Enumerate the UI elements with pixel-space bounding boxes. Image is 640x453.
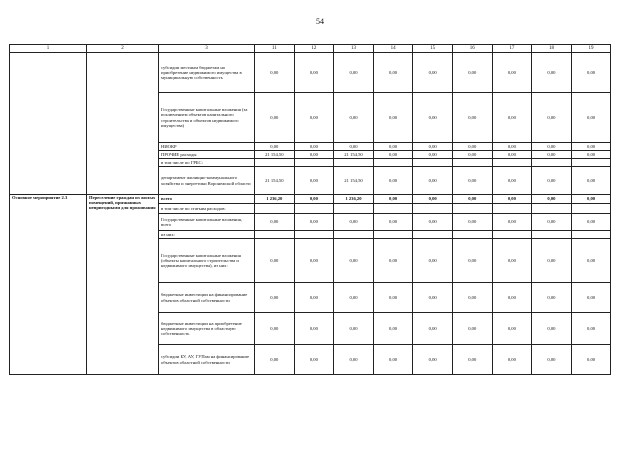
value-cell: 0,00 xyxy=(452,283,492,313)
value-cell: 0,00 xyxy=(413,151,453,159)
value-cell: 0,00 xyxy=(255,143,295,151)
column-header: 11 xyxy=(255,45,295,53)
budget-table-body xyxy=(10,45,611,375)
value-cell: 0,00 xyxy=(373,214,413,231)
value-cell: 0,00 xyxy=(334,93,374,143)
value-cell: 0,00 xyxy=(413,53,453,93)
value-cell: 0,00 xyxy=(532,214,572,231)
value-cell: 0,00 xyxy=(492,195,532,204)
value-cell: 0,00 xyxy=(571,151,611,159)
value-cell: 0,00 xyxy=(255,239,295,283)
value-cell: 0,00 xyxy=(255,345,295,375)
value-cell xyxy=(373,231,413,239)
value-cell: 0,00 xyxy=(294,345,334,375)
value-cell: 0,00 xyxy=(334,239,374,283)
value-cell: 0,00 xyxy=(413,239,453,283)
value-cell: 0,00 xyxy=(373,313,413,345)
page-number: 54 xyxy=(316,17,324,26)
value-cell: 0,00 xyxy=(294,151,334,159)
column-header: 3 xyxy=(159,45,255,53)
value-cell: 21 154,50 xyxy=(334,167,374,195)
column-header: 14 xyxy=(373,45,413,53)
row-label: бюджетные инвестиции на финансирование объектов областной собственности xyxy=(159,283,255,313)
value-cell: 0,00 xyxy=(492,167,532,195)
value-cell: 0,00 xyxy=(452,151,492,159)
value-cell xyxy=(492,204,532,214)
value-cell: 0,00 xyxy=(294,167,334,195)
value-cell: 0,00 xyxy=(373,283,413,313)
value-cell: 0,00 xyxy=(334,143,374,151)
column-header: 2 xyxy=(87,45,159,53)
value-cell: 0,00 xyxy=(413,167,453,195)
value-cell: 0,00 xyxy=(571,143,611,151)
column-header: 13 xyxy=(334,45,374,53)
value-cell: 0,00 xyxy=(452,195,492,204)
value-cell: 0,00 xyxy=(334,345,374,375)
value-cell xyxy=(452,231,492,239)
value-cell xyxy=(532,231,572,239)
value-cell: 0,00 xyxy=(413,283,453,313)
value-cell xyxy=(255,159,295,167)
value-cell xyxy=(532,159,572,167)
value-cell xyxy=(294,204,334,214)
value-cell: 0,00 xyxy=(294,143,334,151)
value-cell: 0,00 xyxy=(571,239,611,283)
value-cell: 21 154,50 xyxy=(255,167,295,195)
value-cell: 0,00 xyxy=(571,167,611,195)
value-cell: 0,00 xyxy=(492,313,532,345)
row-label: в том числе по ГРБС: xyxy=(159,159,255,167)
value-cell: 0,00 xyxy=(492,53,532,93)
name-cell-empty xyxy=(87,53,159,195)
value-cell xyxy=(452,159,492,167)
value-cell: 0,00 xyxy=(255,93,295,143)
value-cell xyxy=(571,231,611,239)
value-cell: 0,00 xyxy=(373,143,413,151)
value-cell xyxy=(532,204,572,214)
value-cell: 0,00 xyxy=(532,167,572,195)
row-label: Государственные капитальные вложения, всего xyxy=(159,214,255,231)
value-cell: 0,00 xyxy=(492,239,532,283)
column-header: 16 xyxy=(452,45,492,53)
program-name: Переселение граждан из жилых помещений, признанных непригодными для проживания xyxy=(87,195,159,375)
value-cell: 0,00 xyxy=(532,93,572,143)
value-cell: 0,00 xyxy=(294,283,334,313)
value-cell: 0,00 xyxy=(571,283,611,313)
value-cell: 0,00 xyxy=(334,313,374,345)
value-cell: 0,00 xyxy=(532,239,572,283)
value-cell: 0,00 xyxy=(373,53,413,93)
value-cell: 0,00 xyxy=(373,195,413,204)
value-cell: 0,00 xyxy=(373,167,413,195)
value-cell: 1 236,20 xyxy=(334,195,374,204)
value-cell: 0,00 xyxy=(334,53,374,93)
value-cell: 0,00 xyxy=(294,214,334,231)
value-cell xyxy=(413,159,453,167)
column-header: 19 xyxy=(571,45,611,53)
budget-table xyxy=(9,44,611,375)
value-cell: 0,00 xyxy=(255,53,295,93)
value-cell: 0,00 xyxy=(413,93,453,143)
value-cell: 0,00 xyxy=(532,53,572,93)
value-cell: 0,00 xyxy=(373,239,413,283)
value-cell: 0,00 xyxy=(413,345,453,375)
value-cell: 0,00 xyxy=(452,345,492,375)
value-cell: 0,00 xyxy=(294,239,334,283)
value-cell xyxy=(373,159,413,167)
column-header: 17 xyxy=(492,45,532,53)
value-cell: 0,00 xyxy=(294,313,334,345)
value-cell: 0,00 xyxy=(413,195,453,204)
value-cell: 0,00 xyxy=(413,214,453,231)
value-cell: 0,00 xyxy=(571,345,611,375)
value-cell xyxy=(255,204,295,214)
row-label: субсидии БУ, АУ, ГУПам на финансирование объектов областной собственности xyxy=(159,345,255,375)
value-cell: 0,00 xyxy=(373,345,413,375)
row-label: субсидии местным бюджетам на приобретение недвижимого имущества в муниципальную собственность xyxy=(159,53,255,93)
value-cell: 0,00 xyxy=(413,313,453,345)
value-cell xyxy=(452,204,492,214)
row-label: департамент жилищно-коммунального хозяйства и энергетики Воронежской области xyxy=(159,167,255,195)
value-cell: 0,00 xyxy=(255,214,295,231)
value-cell: 0,00 xyxy=(532,313,572,345)
value-cell: 0,00 xyxy=(452,53,492,93)
value-cell: 0,00 xyxy=(492,93,532,143)
value-cell: 0,00 xyxy=(571,313,611,345)
row-label: в том числе по статьям расходов: xyxy=(159,204,255,214)
value-cell xyxy=(334,204,374,214)
value-cell xyxy=(373,204,413,214)
value-cell: 0,00 xyxy=(532,283,572,313)
value-cell: 0,00 xyxy=(334,283,374,313)
value-cell: 0,00 xyxy=(532,143,572,151)
value-cell xyxy=(571,204,611,214)
value-cell: 0,00 xyxy=(452,239,492,283)
header-row xyxy=(10,45,611,53)
value-cell: 0,00 xyxy=(294,53,334,93)
column-header: 18 xyxy=(532,45,572,53)
value-cell: 0,00 xyxy=(452,167,492,195)
value-cell: 0,00 xyxy=(492,214,532,231)
value-cell: 0,00 xyxy=(373,151,413,159)
value-cell: 0,00 xyxy=(571,214,611,231)
value-cell: 0,00 xyxy=(571,93,611,143)
value-cell: 0,00 xyxy=(255,313,295,345)
row-label: Государственные капитальные вложения (за исключением объектов капитального строительства и объектов недвижимого имущества) xyxy=(159,93,255,143)
program-cell-empty xyxy=(10,53,87,195)
value-cell: 0,00 xyxy=(532,195,572,204)
value-cell xyxy=(334,159,374,167)
value-cell: 0,00 xyxy=(334,214,374,231)
value-cell: 21 154,50 xyxy=(334,151,374,159)
row-label: НИОКР xyxy=(159,143,255,151)
value-cell: 0,00 xyxy=(452,214,492,231)
table-row xyxy=(10,195,611,204)
column-header: 1 xyxy=(10,45,87,53)
row-label: из них: xyxy=(159,231,255,239)
value-cell: 0,00 xyxy=(571,195,611,204)
row-label: всего xyxy=(159,195,255,204)
column-header: 12 xyxy=(294,45,334,53)
value-cell xyxy=(413,204,453,214)
value-cell: 0,00 xyxy=(373,93,413,143)
value-cell xyxy=(255,231,295,239)
column-header: 15 xyxy=(413,45,453,53)
row-label: Государственные капитальные вложения (объекты капитального строительства и недвижимого имущества), из них: xyxy=(159,239,255,283)
value-cell: 0,00 xyxy=(452,313,492,345)
value-cell: 0,00 xyxy=(413,143,453,151)
value-cell: 0,00 xyxy=(452,93,492,143)
value-cell: 0,00 xyxy=(571,53,611,93)
value-cell: 0,00 xyxy=(532,151,572,159)
value-cell xyxy=(294,159,334,167)
value-cell: 0,00 xyxy=(492,345,532,375)
value-cell: 0,00 xyxy=(532,345,572,375)
row-label: бюджетные инвестиции на приобретение недвижимого имущества в областную собственность xyxy=(159,313,255,345)
value-cell xyxy=(492,159,532,167)
value-cell: 0,00 xyxy=(492,143,532,151)
value-cell: 0,00 xyxy=(294,195,334,204)
value-cell xyxy=(571,159,611,167)
value-cell: 0,00 xyxy=(255,283,295,313)
value-cell: 0,00 xyxy=(294,93,334,143)
value-cell: 0,00 xyxy=(492,283,532,313)
value-cell: 1 236,20 xyxy=(255,195,295,204)
row-label: ПРОЧИЕ расходы xyxy=(159,151,255,159)
value-cell xyxy=(492,231,532,239)
value-cell xyxy=(294,231,334,239)
value-cell: 21 154,50 xyxy=(255,151,295,159)
value-cell: 0,00 xyxy=(452,143,492,151)
program-title: Основное мероприятие 2.3 xyxy=(10,195,87,375)
value-cell: 0,00 xyxy=(492,151,532,159)
value-cell xyxy=(413,231,453,239)
table-row xyxy=(10,53,611,93)
value-cell xyxy=(334,231,374,239)
